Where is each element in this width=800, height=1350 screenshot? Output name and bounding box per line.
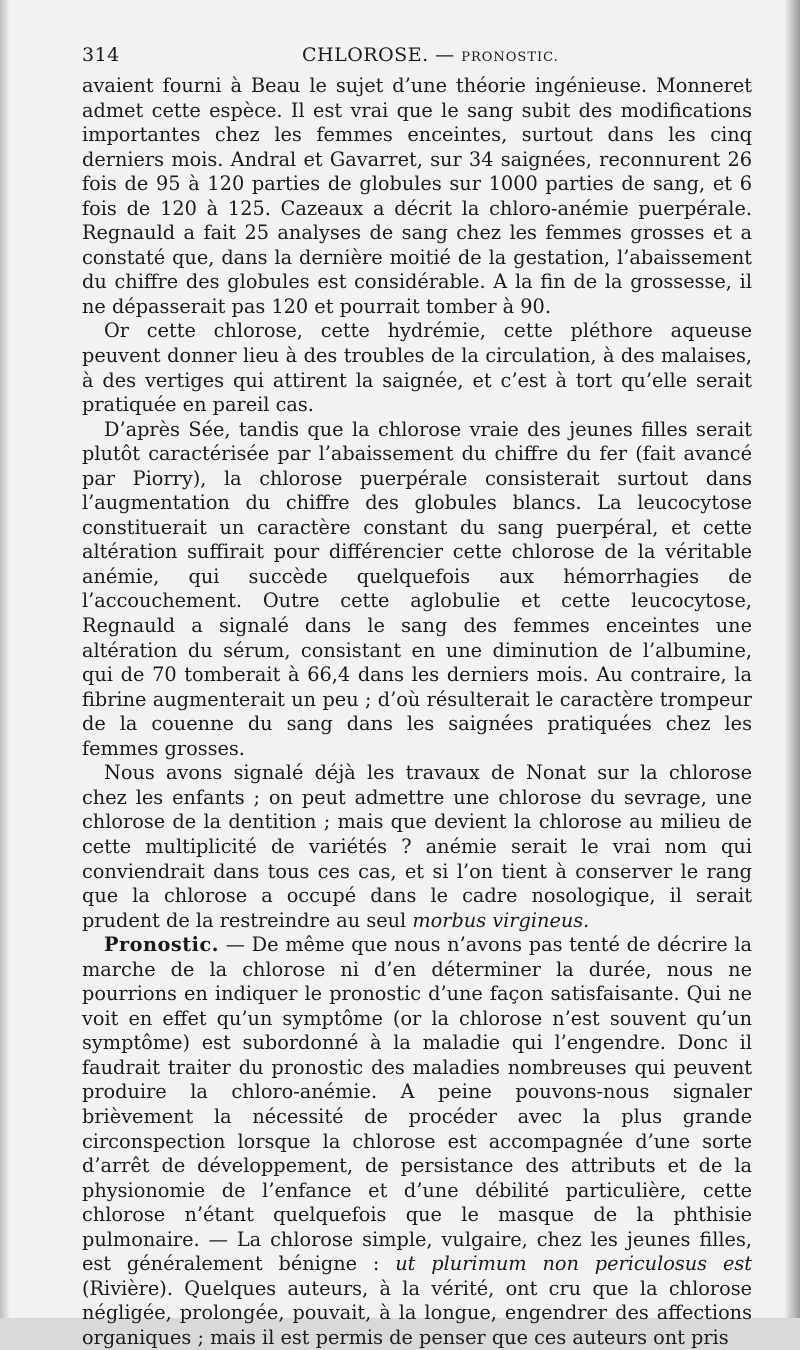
paragraph-1	[82, 74, 752, 319]
running-head	[82, 44, 752, 74]
paragraph-2-text: Or cette chlorose, cette hydrémie, cette pléthore aqueuse peuvent donner lieu à des troubles de la circulation, à des malaises, à des vertiges qui attirent la saignée, et c’est à tort qu’elle serait pratiquée en pareil cas.	[82, 319, 752, 417]
running-title-separator: —	[428, 44, 462, 66]
section-heading-pronostic: Pronostic.	[104, 933, 219, 957]
paragraph-5	[82, 933, 752, 1350]
running-title	[302, 44, 559, 66]
paragraph-3-text: D’après Sée, tandis que la chlorose vraie des jeunes filles serait plutôt caractérisée par l’abaissement du chiffre du fer (fait avancé par Piorry), la chlorose puerpérale consisterait surtout dans l’augmentation du chiffre des globules blancs. La leucocytose constituerait un caractère constant du sang puerpéral, et cette altération suffirait pour différencier cette chlorose de la véritable anémie, qui succède quelquefois aux hémorrhagies de l’accouchement. Outre cette aglobulie et cette leucocytose, Regnauld a signalé dans le sang des femmes enceintes une altération du sérum, consistant en une diminution de l’albumine, qui de 70 tomberait à 66,4 dans les derniers mois. Au contraire, la fibrine augmenterait un peu ; d’où résulterait le caractère trompeur de la couenne du sang dans les saignées pratiquées chez les femmes grosses.	[82, 417, 752, 760]
body-text	[82, 74, 752, 1350]
paragraph-3	[82, 418, 752, 762]
paragraph-5-italic: ut plurimum non periculosus est	[395, 1252, 752, 1276]
paragraph-5-text-after: (Rivière). Quelques auteurs, à la vérité, ont cru que la chlorose négligée, prolongée, pouvait, à la longue, engendrer des affections organiques ; mais il est permis de penser que ces auteurs ont pris	[82, 1276, 752, 1349]
paragraph-4-text: Nous avons signalé déjà les travaux de Nonat sur la chlorose chez les enfants ; on peut admettre une chlorose du sevrage, une chlorose de la dentition ; mais que devient la chlorose au milieu de cette multiplicité de variétés ? anémie serait le vrai nom qui conviendrait dans tous ces cas, et si l’on tient à conserver le rang que la chlorose a occupé dans le cadre nosologique, il serait prudent de la restreindre au seul	[82, 761, 752, 932]
paragraph-5-text: — De même que nous n’avons pas tenté de décrire la marche de la chlorose ni d’en déterminer la durée, nous ne pourrions en indiquer le pronostic d’une façon satisfaisante. Qui ne voit en effet qu’un symptôme (or la chlorose n’est souvent qu’un symptôme) est subordonné à la maladie qui l’engendre. Donc il faudrait traiter du pronostic des maladies nombreuses qui peuvent produire la chloro-anémie. A peine pouvons-nous signaler brièvement la nécessité de procéder avec la plus grande circonspection lorsque la chlorose est accompagnée d’une sorte d’arrêt de développement, de persistance des attributs et de la physionomie de l’enfance et d’une débilité particulière, cette chlorose n’étant quelquefois que le masque de la phthisie pulmonaire. — La chlorose simple, vulgaire, chez les jeunes filles, est généralement bénigne :	[82, 933, 752, 1276]
paragraph-4-italic: morbus virgineus.	[412, 908, 590, 932]
running-title-sub: PRONOSTIC.	[461, 50, 559, 65]
paragraph-1-text: avaient fourni à Beau le sujet d’une théorie ingénieuse. Monneret admet cette espèce. Il est vrai que le sang subit des modifications importantes chez les femmes enceintes, surtout dans les cinq derniers mois. Andral et Gavarret, sur 34 saignées, reconnurent 26 fois de 95 à 120 parties de globules sur 1000 parties de sang, et 6 fois de 120 à 125. Cazeaux a décrit la chloro-anémie puerpérale. Regnauld a fait 25 analyses de sang chez les femmes grosses et a constaté que, dans la dernière moitié de la gestation, l’abaissement du chiffre des globules est considérable. A la fin de la grossesse, il ne dépasserait pas 120 et pourrait tomber à 90.	[82, 74, 752, 318]
page-number: 314	[82, 44, 120, 66]
paragraph-2	[82, 319, 752, 417]
paragraph-4	[82, 761, 752, 933]
running-title-main: CHLOROSE.	[302, 44, 429, 66]
